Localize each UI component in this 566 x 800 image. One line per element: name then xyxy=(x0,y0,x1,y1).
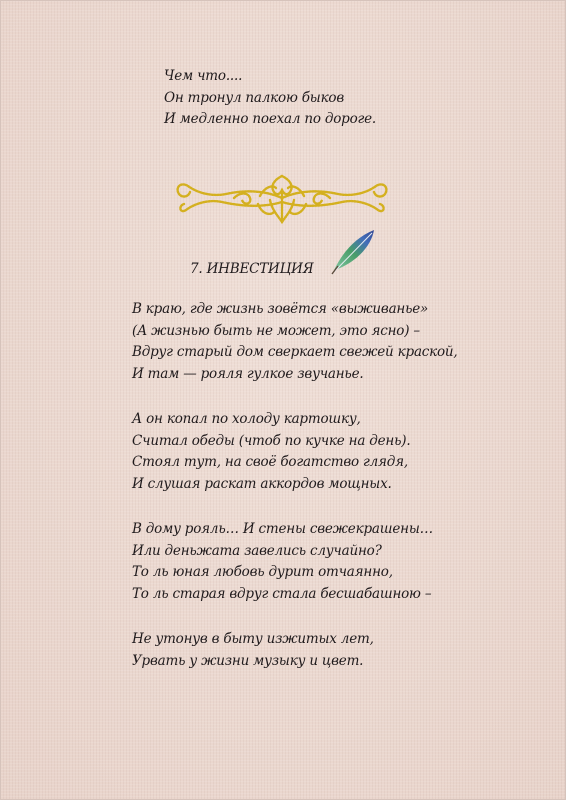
verse-line: То ль юная любовь дурит отчаянно, xyxy=(132,564,393,581)
verse-line: И слушая раскат аккордов мощных. xyxy=(132,475,392,492)
verse-line: Не утонув в быту изжитых лет, xyxy=(132,631,374,647)
verse-line: В дому рояль… И стены свежекрашены… xyxy=(132,521,433,537)
verse-line: В краю, где жизнь зовётся «выживанье» xyxy=(132,301,429,317)
verse-line: Стоял тут, на своё богатство глядя, xyxy=(132,454,408,471)
verse-line: (А жизнью быть не может, это ясно) – xyxy=(132,322,420,339)
verse-line: Считал обеды (чтоб по кучке на день). xyxy=(132,432,411,449)
verse-line: И там — рояля гулкое звучанье. xyxy=(132,365,364,382)
quill-icon xyxy=(328,228,378,276)
stanza xyxy=(132,299,458,385)
poem-title: 7. ИНВЕСТИЦИЯ xyxy=(190,261,314,277)
verse-line: То ль старая вдруг стала бесшабашною – xyxy=(132,585,432,602)
verse-line: Он тронул палкою быков xyxy=(164,89,345,106)
verse-line: Или деньжата завелись случайно? xyxy=(132,542,382,559)
verse-line: А он копал по холоду картошку, xyxy=(132,411,361,427)
stanza xyxy=(132,519,433,605)
verse-line: Урвать у жизни музыку и цвет. xyxy=(132,652,364,669)
top-verse xyxy=(164,66,376,131)
verse-line: Вдруг старый дом сверкает свежей краской, xyxy=(132,344,458,361)
stanza xyxy=(132,409,410,495)
verse-line: Чем что.... xyxy=(164,68,243,84)
stanza xyxy=(132,629,374,672)
verse-line: И медленно поехал по дороге. xyxy=(164,111,377,128)
gold-ornament-icon xyxy=(174,170,390,230)
